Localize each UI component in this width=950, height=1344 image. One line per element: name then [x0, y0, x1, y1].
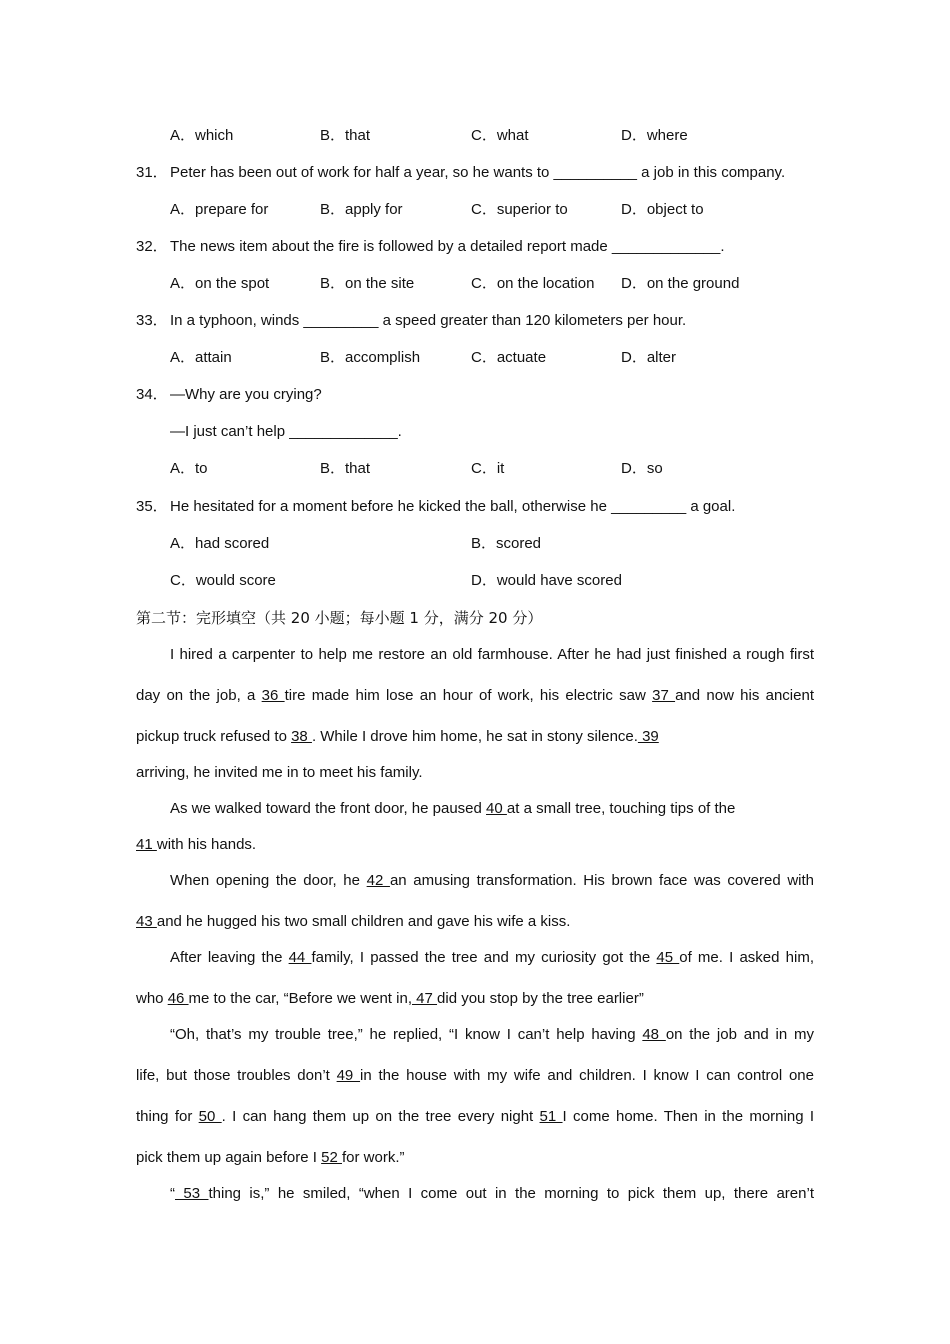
- q32-option-b[interactable]: B．on the site: [320, 275, 415, 292]
- blank-40[interactable]: 40: [486, 800, 507, 817]
- question-stem: Peter has been out of work for half a year, so he wants to __________ a job in this company.: [170, 164, 786, 181]
- section-heading: 第二节：完形填空（共 20 小题；每小题 1 分，满分 20 分）: [136, 609, 543, 627]
- q33-option-d[interactable]: D．alter: [621, 349, 677, 366]
- passage-line: pickup truck refused to 38 . While I drove him home, he sat in stony silence. 39: [136, 728, 659, 745]
- passage-line: “Oh, that’s my trouble tree,” he replied, “I know I can’t help having 48 on the job and in my: [170, 1026, 814, 1043]
- blank-37[interactable]: 37: [652, 687, 676, 704]
- question-number: 34．: [136, 386, 168, 403]
- question-34: [136, 385, 322, 405]
- passage-line: “ 53 thing is,” he smiled, “when I come out in the morning to pick them up, there aren’t: [170, 1185, 814, 1202]
- question-stem: In a typhoon, winds _________ a speed greater than 120 kilometers per hour.: [170, 312, 687, 329]
- question-number: 35．: [136, 498, 168, 515]
- q34-option-d[interactable]: D．so: [621, 460, 663, 477]
- q34-option-c[interactable]: C．it: [471, 460, 505, 477]
- blank-36[interactable]: 36: [261, 687, 285, 704]
- passage-line: life, but those troubles don’t 49 in the house with my wife and children. I know I can control one: [136, 1067, 814, 1084]
- q30-option-b[interactable]: B．that: [320, 127, 371, 144]
- passage-line: As we walked toward the front door, he paused 40 at a small tree, touching tips of the: [170, 800, 736, 817]
- passage-line: After leaving the 44 family, I passed the tree and my curiosity got the 45 of me. I asked him,: [170, 949, 814, 966]
- blank-38[interactable]: 38: [291, 728, 312, 745]
- blank-50[interactable]: 50: [198, 1108, 222, 1125]
- question-stem: —Why are you crying?: [170, 386, 322, 403]
- q31-option-b[interactable]: B．apply for: [320, 201, 403, 218]
- q32-option-a[interactable]: A．on the spot: [170, 275, 270, 292]
- blank-52[interactable]: 52: [321, 1149, 342, 1166]
- passage-line: 41 with his hands.: [136, 836, 257, 853]
- q32-option-c[interactable]: C．on the location: [471, 275, 595, 292]
- q30-option-a[interactable]: A．which: [170, 127, 234, 144]
- q33-option-b[interactable]: B．accomplish: [320, 349, 421, 366]
- blank-41[interactable]: 41: [136, 836, 157, 853]
- q31-option-a[interactable]: A．prepare for: [170, 201, 269, 218]
- question-number: 33．: [136, 312, 168, 329]
- passage-line: pick them up again before I 52 for work.”: [136, 1149, 405, 1166]
- blank-49[interactable]: 49: [336, 1067, 361, 1084]
- passage-line: When opening the door, he 42 an amusing transformation. His brown face was covered with: [170, 872, 814, 889]
- q35-option-d[interactable]: D．would have scored: [471, 572, 622, 589]
- question-number: 31．: [136, 164, 168, 181]
- q35-option-b[interactable]: B．scored: [471, 535, 542, 552]
- question-number: 32．: [136, 238, 168, 255]
- q32-option-d[interactable]: D．on the ground: [621, 275, 740, 292]
- q30-option-d[interactable]: D．where: [621, 127, 688, 144]
- question-34-reply: —I just can’t help _____________.: [170, 423, 402, 440]
- q31-option-c[interactable]: C．superior to: [471, 201, 568, 218]
- blank-51[interactable]: 51: [539, 1108, 563, 1125]
- passage-line: thing for 50 . I can hang them up on the tree every night 51 I come home. Then in the morning I: [136, 1108, 815, 1125]
- question-32: [136, 237, 725, 257]
- blank-53[interactable]: 53: [175, 1185, 209, 1202]
- question-31: [136, 163, 785, 183]
- blank-47[interactable]: 47: [412, 990, 438, 1007]
- passage-line: day on the job, a 36 tire made him lose an hour of work, his electric saw 37 and now his ancient: [136, 687, 814, 704]
- q30-option-c[interactable]: C．what: [471, 127, 529, 144]
- blank-39[interactable]: 39: [637, 728, 659, 745]
- q35-option-a[interactable]: A．had scored: [170, 535, 270, 552]
- passage-line: who 46 me to the car, “Before we went in, 47 did you stop by the tree earlier”: [136, 990, 644, 1007]
- blank-45[interactable]: 45: [656, 949, 680, 966]
- q33-option-c[interactable]: C．actuate: [471, 349, 547, 366]
- blank-43[interactable]: 43: [136, 913, 157, 930]
- q34-option-a[interactable]: A．to: [170, 460, 208, 477]
- q33-option-a[interactable]: A．attain: [170, 349, 232, 366]
- q35-option-c[interactable]: C．would score: [170, 572, 276, 589]
- q34-option-b[interactable]: B．that: [320, 460, 371, 477]
- passage-line: I hired a carpenter to help me restore an old farmhouse. After he had just finished a rough first: [170, 646, 814, 663]
- question-33: [136, 311, 686, 331]
- blank-46[interactable]: 46: [167, 990, 189, 1007]
- question-stem: He hesitated for a moment before he kicked the ball, otherwise he _________ a goal.: [170, 498, 736, 515]
- blank-48[interactable]: 48: [642, 1026, 666, 1043]
- question-stem: The news item about the fire is followed by a detailed report made _____________.: [170, 238, 725, 255]
- blank-44[interactable]: 44: [288, 949, 312, 966]
- blank-42[interactable]: 42: [366, 872, 390, 889]
- q31-option-d[interactable]: D．object to: [621, 201, 704, 218]
- passage-line: arriving, he invited me in to meet his family.: [136, 764, 423, 781]
- question-35: [136, 497, 735, 517]
- passage-line: 43 and he hugged his two small children and gave his wife a kiss.: [136, 913, 571, 930]
